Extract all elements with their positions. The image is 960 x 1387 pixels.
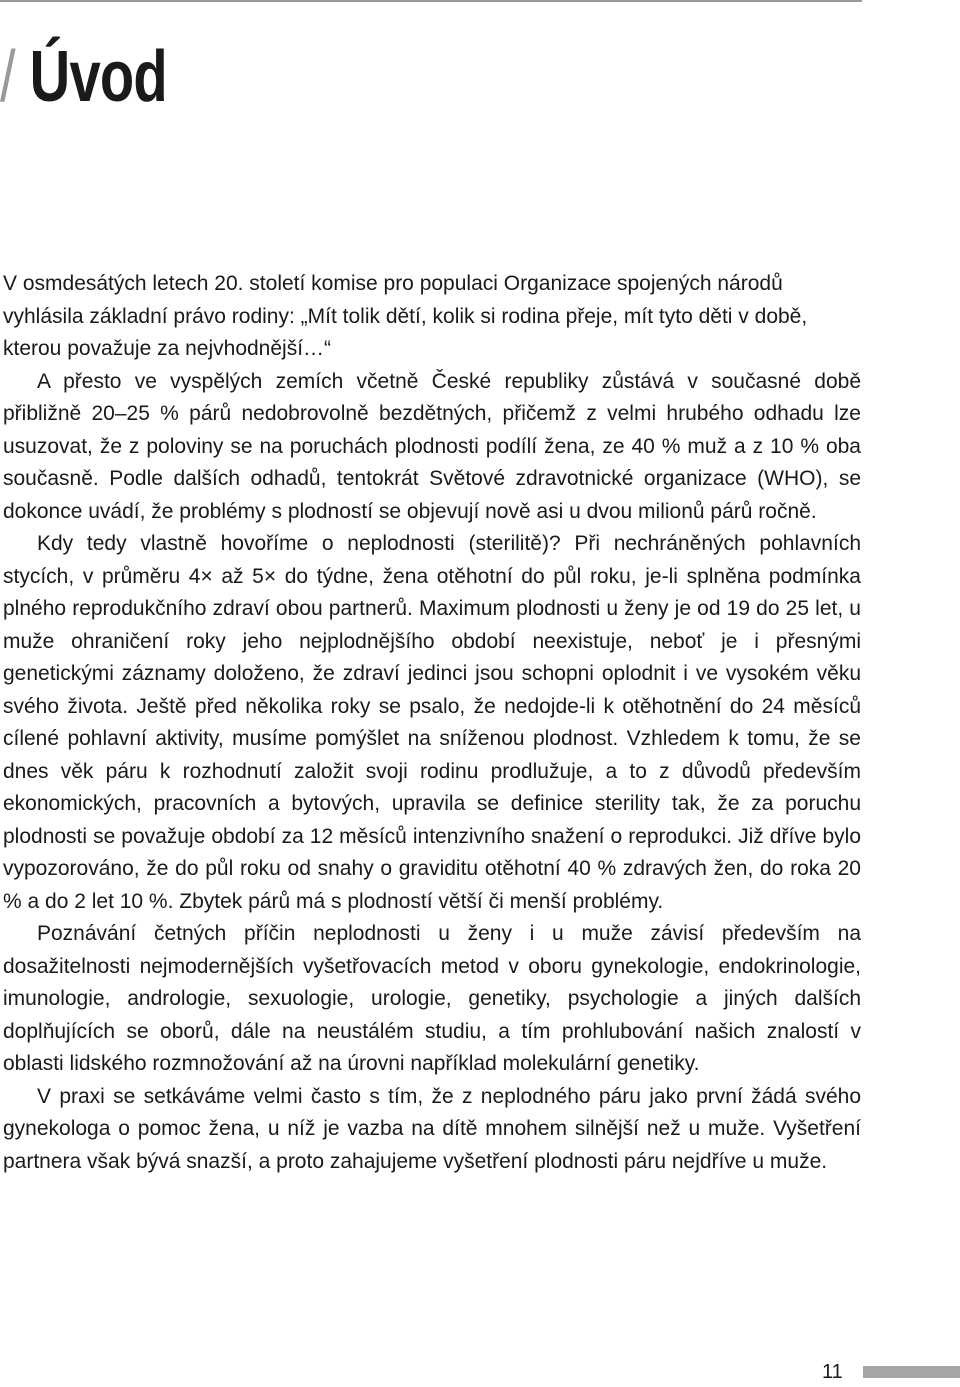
paragraph-1: V osmdesátých letech 20. století komise pro populaci Organizace spojených národů vyhlásila základní právo rodiny: „Mít tolik dětí, kolik si rodina přeje, mít tyto děti v době, kterou považuje za nejvhodnější…“ (3, 272, 808, 360)
top-rule (0, 0, 862, 2)
paragraph-3: Kdy tedy vlastně hovoříme o neplodnosti (sterilitě)? Při nechráněných pohlavních stycích, v průměru 4× až 5× do týdne, žena otěhotní do půl roku, je-li splněna podmínka plného reprodukčního zdraví obou partnerů. Maximum plodnosti u ženy je od 19 do 25 let, u muže ohraničení roky jeho nejplodnějšího období neexistuje, neboť je i přesnými genetickými záznamy doloženo, že zdraví jedinci jsou schopni oplodnit i ve vysokém věku svého života. Ještě před několika roky se psalo, že nedojde-li k otěhotnění do 24 měsíců cílené pohlavní aktivity, musíme pomýšlet na sníženou plodnost. Vzhledem k tomu, že se dnes věk páru k rozhodnutí založit svoji rodinu prodlužuje, a to z důvodů především ekonomických, pracovních a bytových, upravila se definice sterility tak, že za poruchu plodnosti se považuje období za 12 měsíců intenzivního snažení o reprodukci. Již dříve bylo vypozorováno, že do půl roku od snahy o graviditu otěhotní 40 % zdravých žen, do roka 20 % a do 2 let 10 %. Zbytek párů má s plodností větší či menší problémy. (3, 532, 861, 913)
page-number-bar (863, 1366, 960, 1378)
paragraph-4: Poznávání četných příčin neplodnosti u ženy i u muže závisí především na dosažitelnosti nejmodernějších vyšetřovacích metod v oboru gynekologie, endokrinologie, imunologie, andrologie, sexuologie, urologie, genetiky, psychologie a jiných dalších doplňujících se oborů, dále na neustálém studiu, a tím prohlubování našich znalostí v oblasti lidského rozmnožování až na úrovni například molekulární genetiky. (3, 922, 861, 1075)
paragraph-5: V praxi se setkáváme velmi často s tím, že z neplodného páru jako první žádá svého gynekologa o pomoc žena, u níž je vazba na dítě mnohem silnější než u muže. Vyšetření partnera však bývá snazší, a proto zahajujeme vyšetření plodnosti páru nejdříve u muže. (3, 1084, 861, 1173)
page-number: 11 (822, 1361, 843, 1383)
title-text: Úvod (29, 37, 167, 117)
title-slash: / (0, 37, 15, 117)
paragraph-2: A přesto ve vyspělých zemích včetně České republiky zůstává v současné době přibližně 20–25 % párů nedobrovolně bezdětných, přičemž z velmi hrubého odhadu lze usuzovat, že z poloviny se na poruchách plodnosti podílí žena, ze 40 % muž a z 10 % oba současně. Podle dalších odhadů, tentokrát Světové zdravotnické organizace (WHO), se dokonce uvádí, že problémy s plodností se objevují nově asi u dvou milionů párů ročně. (3, 369, 861, 523)
chapter-title (0, 32, 167, 122)
body-text (3, 268, 861, 1178)
